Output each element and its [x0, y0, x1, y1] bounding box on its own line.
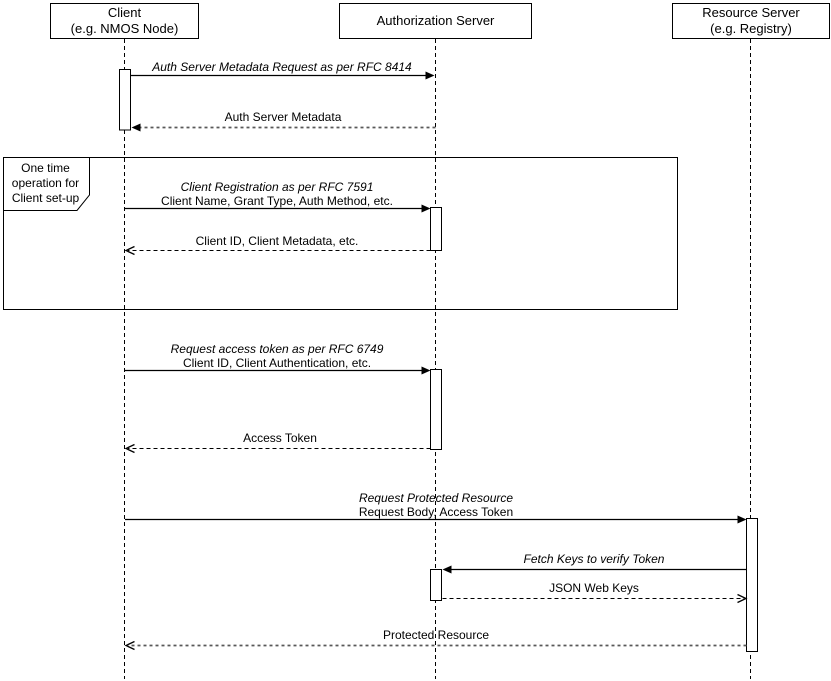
message-label-client-registration	[161, 180, 393, 208]
participant-client	[50, 3, 199, 39]
activation-auth-registration	[431, 208, 442, 251]
participant-resource-subtitle: (e.g. Registry)	[710, 21, 792, 36]
message-label-request-protected-resource-line1: Request Protected Resource	[358, 491, 514, 505]
message-label-request-protected-resource-line2: Request Body, Access Token	[358, 505, 514, 519]
arrowhead-request-access-token	[422, 367, 431, 375]
participant-resource-name: Resource Server	[702, 5, 800, 20]
fragment-label-line3: Client set-up	[11, 191, 80, 205]
message-label-client-id-return: Client ID, Client Metadata, etc.	[195, 234, 359, 248]
fragment-label-line2: operation for	[11, 176, 80, 190]
participant-auth-name: Authorization Server	[376, 13, 495, 28]
message-label-access-token-return: Access Token	[243, 431, 317, 445]
activation-auth-token	[431, 370, 442, 450]
arrowhead-request-protected-resource	[738, 516, 747, 524]
message-label-json-web-keys: JSON Web Keys	[549, 581, 639, 595]
fragment-label-line1: One time	[21, 161, 70, 175]
message-label-client-registration-line1: Client Registration as per RFC 7591	[180, 180, 374, 194]
arrowhead-fetch-keys	[443, 566, 452, 574]
activation-auth-keys	[431, 570, 442, 601]
fragment-label	[4, 161, 87, 206]
participant-client-name: Client	[107, 5, 142, 20]
message-label-request-access-token-line2: Client ID, Client Authentication, etc.	[182, 356, 372, 370]
participant-authorization-server	[339, 3, 532, 39]
message-label-request-access-token-line1: Request access token as per RFC 6749	[170, 342, 384, 356]
participant-resource-server	[672, 3, 830, 39]
activation-resource	[747, 519, 758, 652]
message-label-client-registration-line2: Client Name, Grant Type, Auth Method, etc.	[161, 194, 393, 208]
message-label-auth-metadata-return: Auth Server Metadata	[224, 110, 342, 124]
arrowhead-client-registration	[422, 205, 431, 213]
message-label-request-access-token	[171, 342, 384, 370]
arrowhead-auth-metadata-return	[132, 124, 141, 132]
participant-client-subtitle: (e.g. NMOS Node)	[70, 21, 179, 36]
arrowhead-auth-metadata-request	[426, 72, 435, 80]
message-label-request-protected-resource	[359, 491, 513, 519]
message-label-auth-metadata-request: Auth Server Metadata Request as per RFC 8414	[152, 60, 412, 74]
message-label-fetch-keys: Fetch Keys to verify Token	[523, 552, 665, 566]
activation-client	[120, 70, 131, 131]
message-label-protected-resource-return: Protected Resource	[382, 628, 490, 642]
